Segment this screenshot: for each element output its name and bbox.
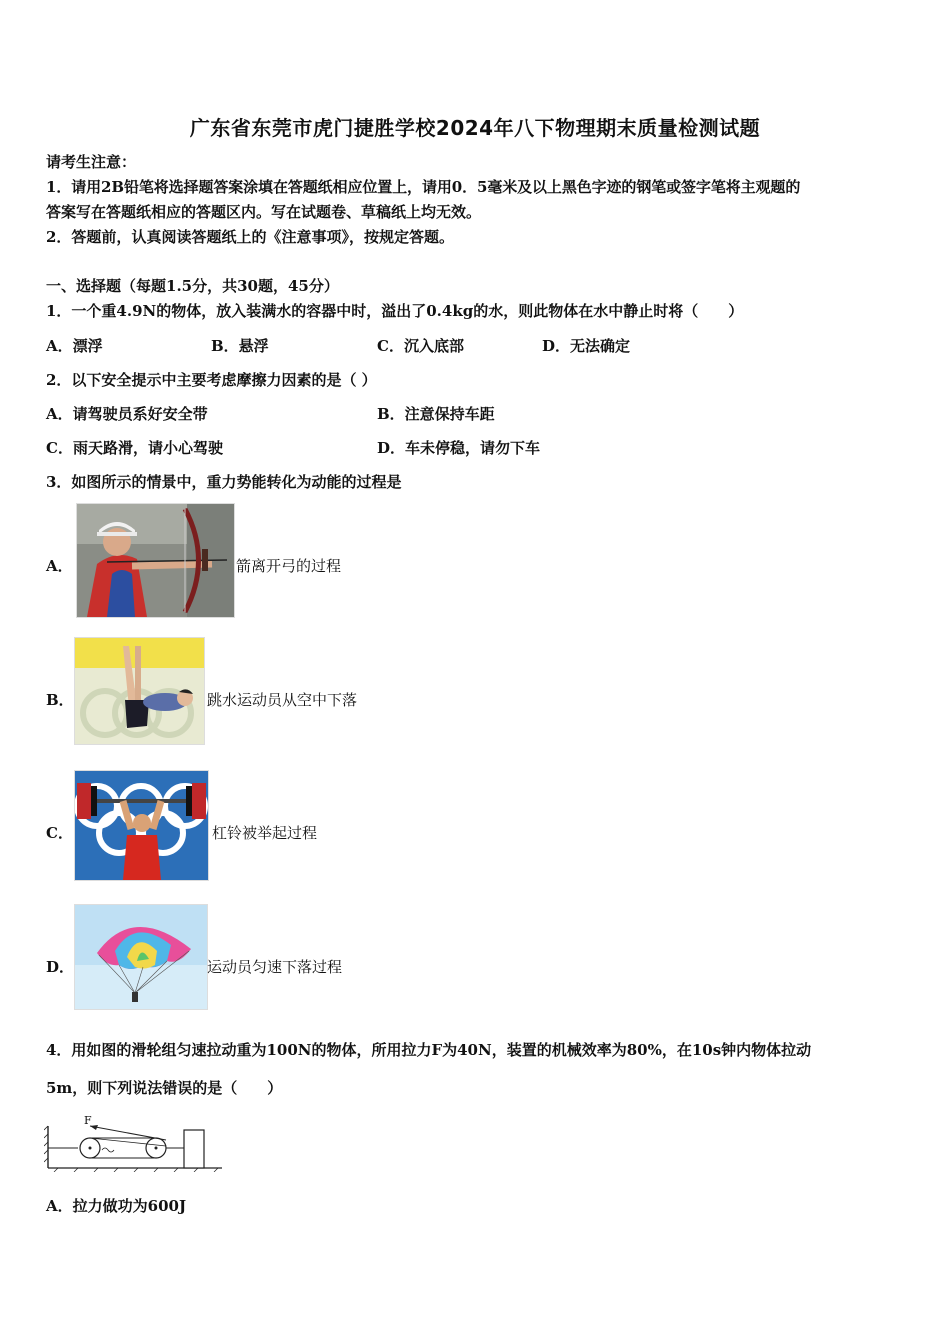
question-3-option-a-letter[interactable]: A． (46, 557, 73, 575)
question-1-option-a[interactable]: A．漂浮 (46, 337, 103, 355)
archer-photo-icon (76, 503, 235, 618)
notice-item-2: 2．答题前，认真阅读答题纸上的《注意事项》，按规定答题。 (46, 228, 454, 246)
notice-heading: 请考生注意： (46, 153, 137, 171)
question-4-option-a[interactable]: A．拉力做功为600J (46, 1197, 187, 1215)
question-1-stem: 1．一个重4.9N的物体，放入装满水的容器中时，溢出了0.4kg的水，则此物体在水中静止时将（ ） (46, 302, 744, 320)
question-3-option-d-letter[interactable]: D． (46, 958, 75, 976)
question-2-option-c[interactable]: C．雨天路滑，请小心驾驶 (46, 439, 223, 457)
pulley-diagram (44, 1116, 224, 1172)
question-3-option-a-caption[interactable]: 箭离开弓的过程 (236, 557, 342, 575)
weightlifter-photo-icon (74, 770, 209, 881)
question-4-stem-line-1: 4．用如图的滑轮组匀速拉动重为100N的物体，所用拉力F为40N，装置的机械效率为80%，在10s钟内物体拉动 (46, 1041, 812, 1059)
question-1-option-b[interactable]: B．悬浮 (211, 337, 269, 355)
question-3-option-b-letter[interactable]: B． (46, 691, 74, 709)
question-4-stem-line-2: 5m，则下列说法错误的是（ ） (46, 1079, 283, 1097)
question-3-stem: 3．如图所示的情景中，重力势能转化为动能的过程是 (46, 473, 402, 491)
notice-item-1-line-2: 答案写在答题纸相应的答题区内。写在试题卷、草稿纸上均无效。 (46, 203, 482, 221)
diver-photo-icon (74, 637, 205, 745)
question-1-option-d[interactable]: D．无法确定 (542, 337, 631, 355)
question-3-option-b-caption[interactable]: 跳水运动员从空中下落 (207, 691, 358, 709)
question-3-option-d-caption[interactable]: 运动员匀速下落过程 (207, 958, 343, 976)
question-2-stem: 2．以下安全提示中主要考虑摩擦力因素的是（ ） (46, 371, 377, 389)
exam-title: 广东省东莞市虎门捷胜学校2024年八下物理期末质量检测试题 (189, 116, 761, 140)
question-2-option-d[interactable]: D．车未停稳，请勿下车 (377, 439, 541, 457)
section-heading: 一、选择题（每题1.5分，共30题，45分） (46, 277, 339, 295)
parachute-photo-icon (74, 904, 208, 1010)
notice-item-1-line-1: 1．请用2B铅笔将选择题答案涂填在答题纸相应位置上，请用0．5毫米及以上黑色字迹的钢笔或签字笔将主观题的 (46, 178, 801, 196)
question-2-option-a[interactable]: A．请驾驶员系好安全带 (46, 405, 208, 423)
question-3-option-c-caption[interactable]: 杠铃被举起过程 (212, 824, 318, 842)
force-label: F (84, 1114, 92, 1127)
question-1-option-c[interactable]: C．沉入底部 (377, 337, 464, 355)
question-3-option-c-letter[interactable]: C． (46, 824, 73, 842)
question-2-option-b[interactable]: B．注意保持车距 (377, 405, 495, 423)
